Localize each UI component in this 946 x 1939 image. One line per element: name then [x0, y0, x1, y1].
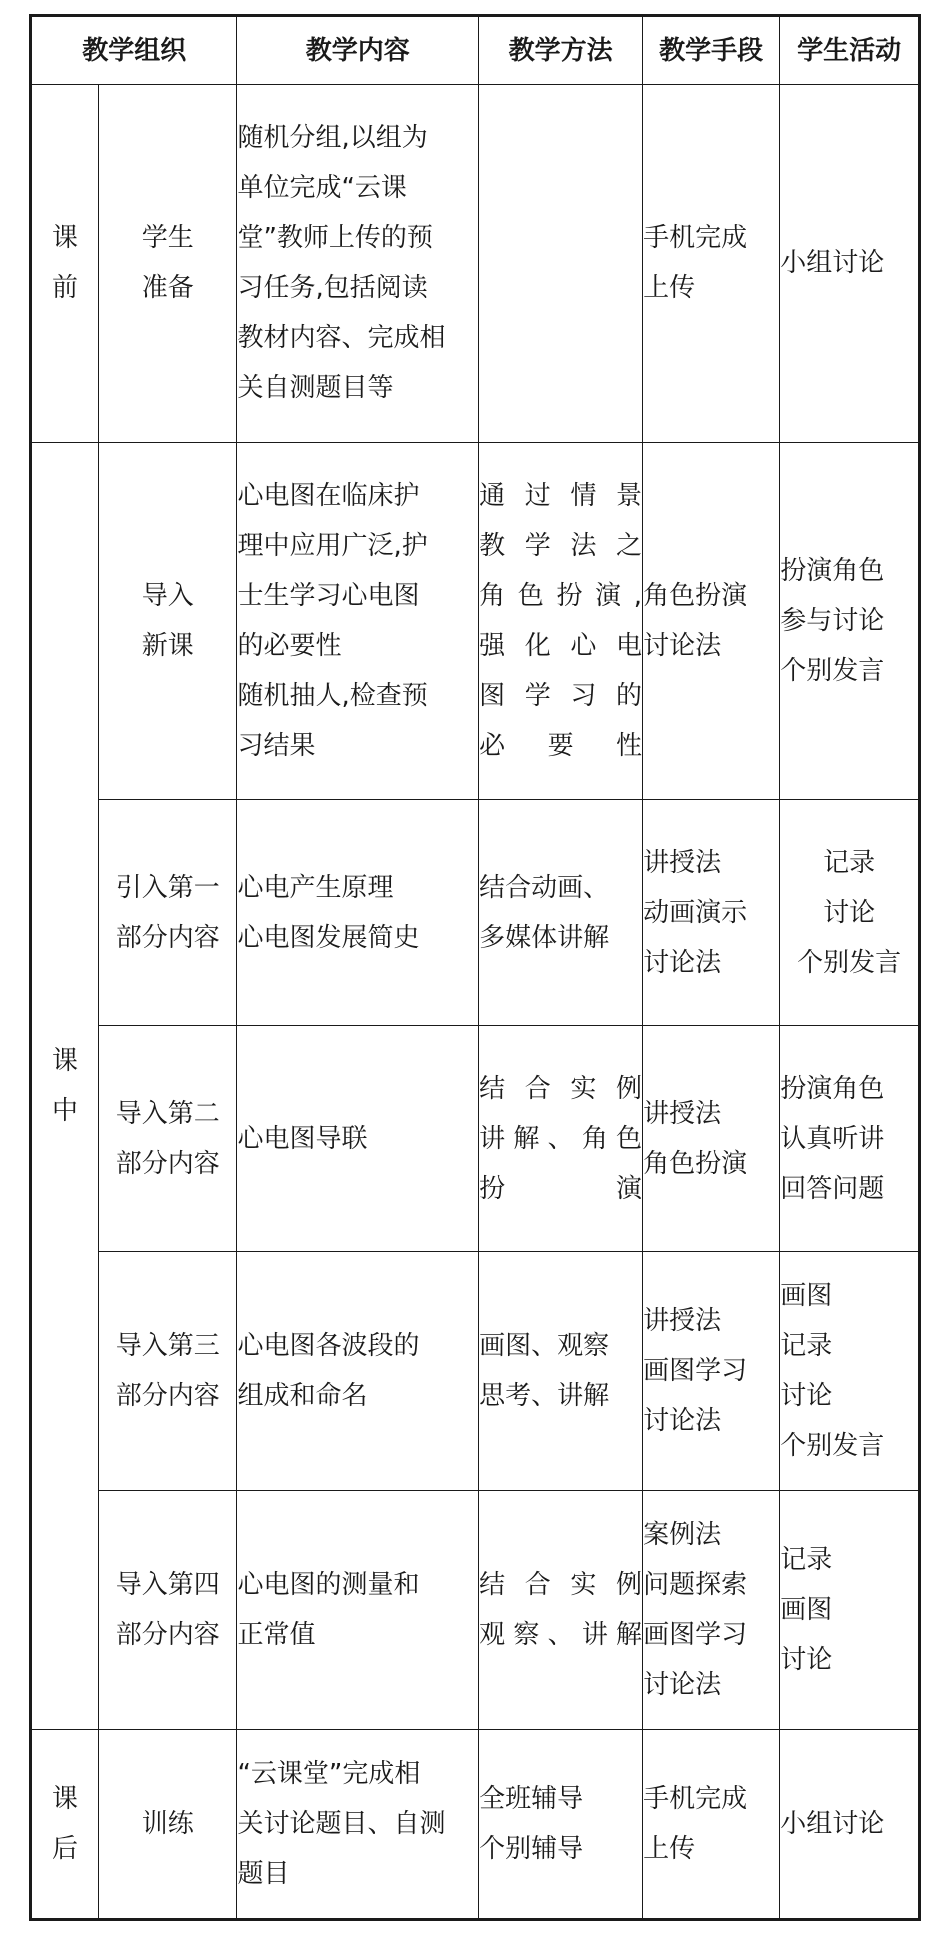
content-line: 士生学习心电图 [237, 581, 420, 612]
content-cell [237, 85, 479, 443]
step-line: 准备 [141, 273, 194, 304]
means-cell [643, 1026, 780, 1252]
method-line: 强化心电 [479, 631, 643, 662]
method-line: 画图、观察 [479, 1330, 610, 1361]
method-cell [479, 1026, 643, 1252]
content-line: 心电图导联 [237, 1123, 368, 1154]
activity-cell [780, 1026, 920, 1252]
means-line: 讨论法 [643, 631, 722, 662]
activity-line: 记录 [780, 1544, 833, 1575]
activity-cell [780, 800, 920, 1026]
step-line: 部分内容 [115, 1380, 220, 1411]
activity-line: 讨论 [823, 897, 876, 928]
step-cell [99, 800, 237, 1026]
method-line: 结合实例 [479, 1073, 643, 1104]
activity-line: 小组讨论 [780, 1808, 885, 1839]
means-line: 上传 [643, 273, 696, 304]
step-line: 部分内容 [115, 1148, 220, 1179]
header-row [31, 16, 920, 85]
content-cell [237, 1252, 479, 1491]
content-line: “云课堂”完成相 [237, 1758, 421, 1789]
stage-char: 前 [51, 273, 78, 304]
header-content: 教学内容 [237, 16, 479, 85]
teaching-plan-table [29, 14, 921, 1921]
table-row [31, 442, 920, 800]
activity-cell [780, 442, 920, 800]
activity-line: 回答问题 [780, 1173, 885, 1204]
means-line: 手机完成 [643, 1783, 748, 1814]
activity-line: 讨论 [780, 1380, 833, 1411]
table-row [31, 800, 920, 1026]
step-line: 导入第四 [115, 1569, 220, 1600]
content-line: 心电图的测量和 [237, 1569, 420, 1600]
content-line: 堂”教师上传的预 [237, 223, 433, 254]
method-cell [479, 1252, 643, 1491]
means-line: 案例法 [643, 1519, 722, 1550]
means-line: 讲授法 [643, 1098, 722, 1129]
content-line: 心电产生原理 [237, 872, 394, 903]
table-row [31, 1490, 920, 1729]
content-line: 关讨论题目、自测 [237, 1808, 446, 1839]
step-cell [99, 442, 237, 800]
method-line: 个别辅导 [479, 1833, 584, 1864]
header-method: 教学方法 [479, 16, 643, 85]
activity-line: 扮演角色 [780, 1073, 885, 1104]
activity-line: 讨论 [780, 1644, 833, 1675]
means-line: 讲授法 [643, 1305, 722, 1336]
table-row [31, 1729, 920, 1919]
means-line: 角色扮演 [643, 581, 748, 612]
content-cell [237, 1729, 479, 1919]
content-cell [237, 1026, 479, 1252]
method-cell [479, 1729, 643, 1919]
method-line: 扮演 [479, 1173, 643, 1204]
header-activity: 学生活动 [780, 16, 920, 85]
stage-during [31, 442, 99, 1729]
method-cell [479, 800, 643, 1026]
step-line: 导入 [141, 581, 194, 612]
means-cell [643, 1252, 780, 1491]
method-line: 结合实例 [479, 1569, 643, 1600]
activity-line: 画图 [780, 1280, 833, 1311]
means-line: 讨论法 [643, 1405, 722, 1436]
method-line: 全班辅导 [479, 1783, 584, 1814]
content-line: 教材内容、完成相 [237, 323, 446, 354]
method-line: 观察、讲解 [479, 1619, 643, 1650]
content-line: 的必要性 [237, 631, 342, 662]
content-cell [237, 442, 479, 800]
content-line: 随机抽人,检查预 [237, 681, 428, 712]
activity-line: 参与讨论 [780, 606, 885, 637]
means-line: 问题探索 [643, 1569, 748, 1600]
content-line: 随机分组,以组为 [237, 123, 428, 154]
step-line: 部分内容 [115, 1619, 220, 1650]
means-line: 画图学习 [643, 1355, 748, 1386]
method-line: 角色扮演, [479, 581, 643, 612]
stage-char: 中 [51, 1095, 78, 1126]
header-organization: 教学组织 [31, 16, 237, 85]
stage-char: 课 [51, 223, 78, 254]
content-line: 心电图发展简史 [237, 922, 420, 953]
means-cell [643, 85, 780, 443]
content-line: 题目 [237, 1858, 290, 1889]
activity-line: 记录 [780, 1330, 833, 1361]
step-cell [99, 85, 237, 443]
step-cell [99, 1026, 237, 1252]
step-line: 新课 [141, 631, 194, 662]
method-line: 思考、讲解 [479, 1380, 610, 1411]
activity-line: 扮演角色 [780, 556, 885, 587]
stage-after [31, 1729, 99, 1919]
activity-line: 画图 [780, 1594, 833, 1625]
table-row [31, 1026, 920, 1252]
content-line: 习任务,包括阅读 [237, 273, 428, 304]
activity-line: 认真听讲 [780, 1123, 885, 1154]
method-cell [479, 1490, 643, 1729]
method-line: 结合动画、 [479, 872, 610, 903]
content-line: 习结果 [237, 731, 316, 762]
activity-line: 小组讨论 [780, 248, 885, 279]
step-cell [99, 1729, 237, 1919]
means-line: 画图学习 [643, 1619, 748, 1650]
method-cell [479, 85, 643, 443]
means-line: 讨论法 [643, 947, 722, 978]
method-line: 图学习的 [479, 681, 643, 712]
means-line: 动画演示 [643, 897, 748, 928]
activity-cell [780, 85, 920, 443]
table-row [31, 85, 920, 443]
step-line: 导入第三 [115, 1330, 220, 1361]
activity-line: 个别发言 [780, 656, 885, 687]
activity-cell [780, 1490, 920, 1729]
content-line: 心电图在临床护 [237, 481, 420, 512]
means-line: 讨论法 [643, 1669, 722, 1700]
content-line: 心电图各波段的 [237, 1330, 420, 1361]
means-line: 讲授法 [643, 847, 722, 878]
means-cell [643, 442, 780, 800]
stage-char: 课 [51, 1045, 78, 1076]
step-line: 部分内容 [115, 922, 220, 953]
content-line: 理中应用广泛,护 [237, 531, 428, 562]
method-line: 教学法之 [479, 531, 643, 562]
activity-line: 个别发言 [797, 947, 902, 978]
activity-cell [780, 1252, 920, 1491]
stage-before [31, 85, 99, 443]
step-line: 引入第一 [115, 872, 220, 903]
means-cell [643, 800, 780, 1026]
content-cell [237, 1490, 479, 1729]
activity-line: 个别发言 [780, 1430, 885, 1461]
method-line: 必要性 [479, 731, 643, 762]
step-line: 导入第二 [115, 1098, 220, 1129]
content-cell [237, 800, 479, 1026]
method-line: 通过情景 [479, 481, 643, 512]
activity-line: 记录 [823, 847, 876, 878]
content-line: 关自测题目等 [237, 373, 394, 404]
means-line: 上传 [643, 1833, 696, 1864]
table-row [31, 1252, 920, 1491]
means-cell [643, 1490, 780, 1729]
content-line: 单位完成“云课 [237, 173, 407, 204]
header-means: 教学手段 [643, 16, 780, 85]
means-cell [643, 1729, 780, 1919]
method-line: 多媒体讲解 [479, 922, 610, 953]
means-line: 角色扮演 [643, 1148, 748, 1179]
step-line: 学生 [141, 223, 194, 254]
step-cell [99, 1490, 237, 1729]
method-cell [479, 442, 643, 800]
content-line: 正常值 [237, 1619, 316, 1650]
stage-char: 课 [51, 1783, 78, 1814]
content-line: 组成和命名 [237, 1380, 368, 1411]
stage-char: 后 [51, 1833, 78, 1864]
means-line: 手机完成 [643, 223, 748, 254]
activity-cell [780, 1729, 920, 1919]
step-cell [99, 1252, 237, 1491]
step-line: 训练 [141, 1808, 194, 1839]
method-line: 讲解、角色 [479, 1123, 643, 1154]
